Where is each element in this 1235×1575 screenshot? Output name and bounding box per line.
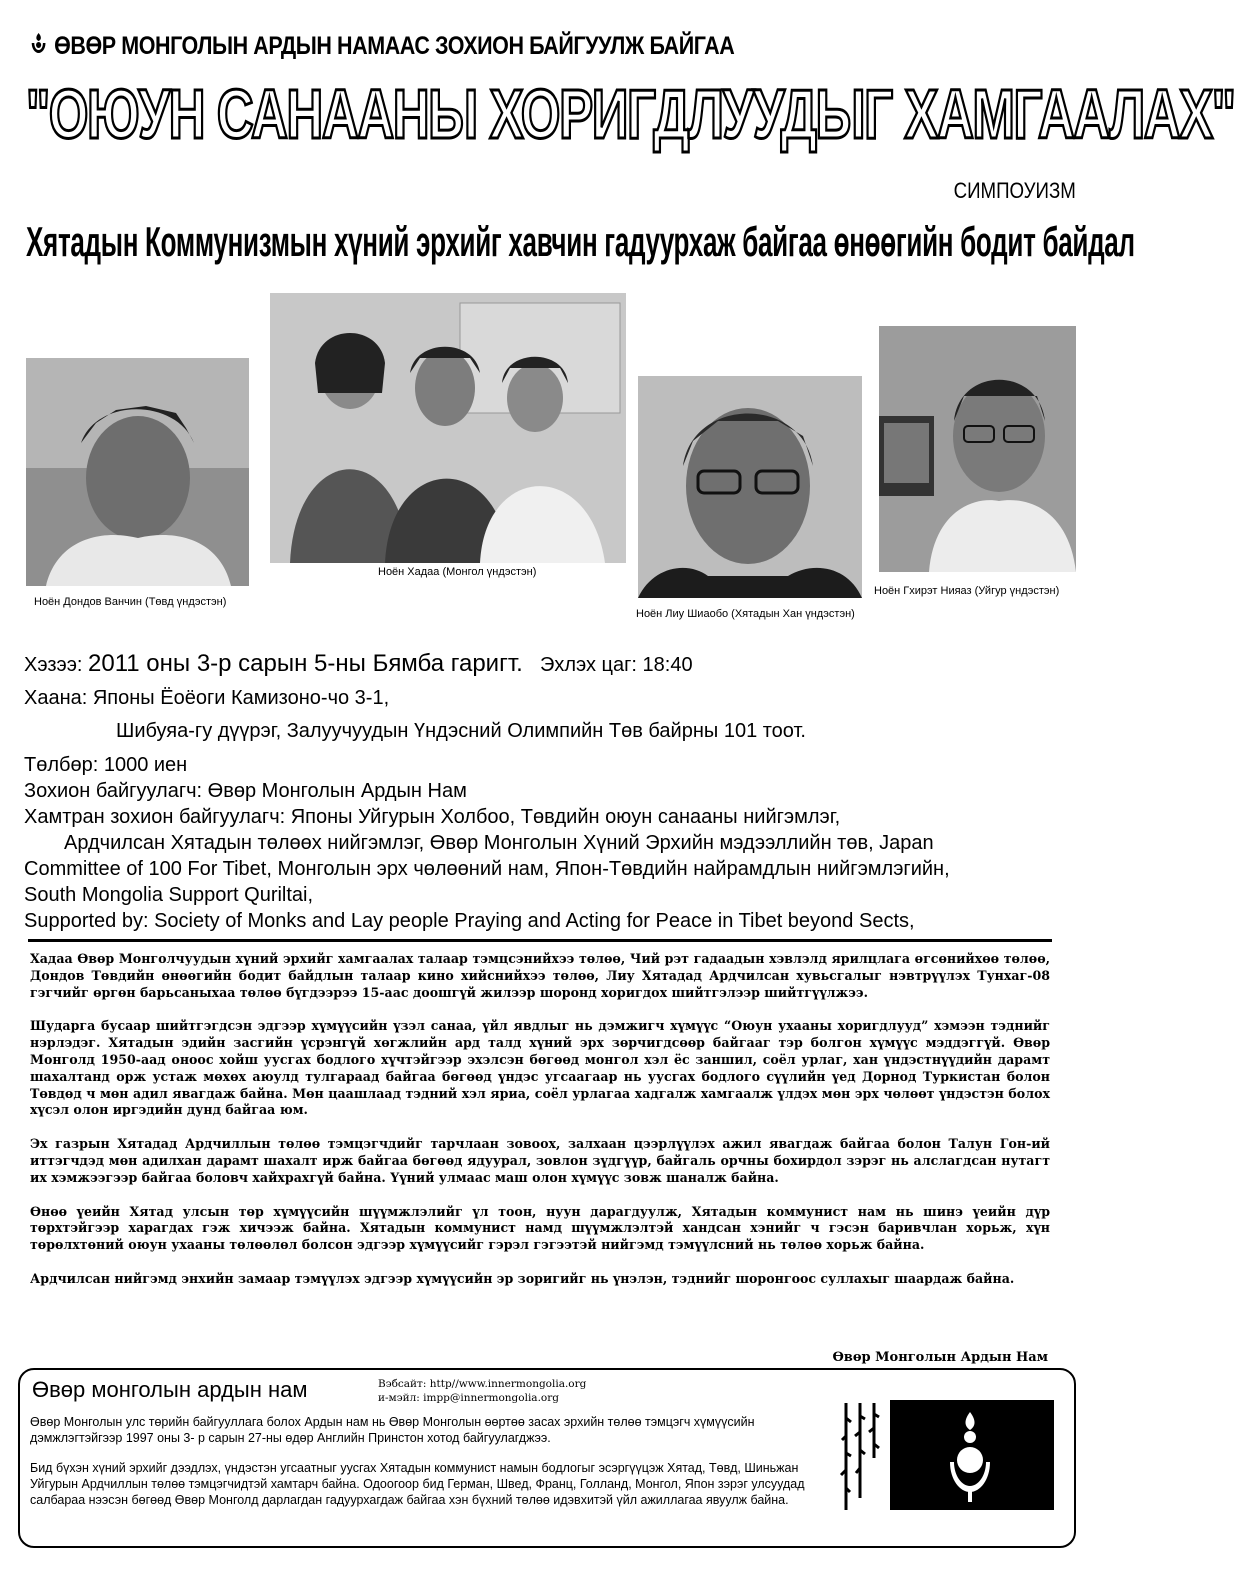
event-where-2: Шибуяа-гу дүүрэг, Залуучуудын Үндэсний Олимпийн Төв байрны 101 тоот. — [116, 720, 806, 742]
when-value: 2011 оны 3-р сарын 5-ны Бямба гаригт. — [88, 650, 523, 677]
footer-org-name: Өвөр монголын ардын нам — [32, 1377, 308, 1402]
when-label: Хэзээ: — [24, 654, 83, 676]
mongolian-script-icon — [836, 1398, 886, 1518]
event-supported-by: Supported by: Society of Monks and Lay people Praying and Acting for Peace in Tibet beyond Sects, — [24, 910, 915, 932]
organizer-header — [30, 32, 734, 61]
start-time: 18:40 — [642, 654, 693, 676]
footer-email: и-мэйл: impp@innermongolia.org — [378, 1392, 559, 1404]
event-type: СИМПОУИЗМ — [953, 178, 1076, 203]
event-fee: Төлбөр: 1000 иен — [24, 754, 188, 776]
photo-hadaa — [270, 293, 626, 563]
start-label: Эхлэх цаг: — [539, 654, 637, 676]
paragraph-4: Өнөө үеийн Хятад улсын төр хүмүүсийн шүүмжлэлийг үл тоон, нуун дарагдуулж, Хятадын коммунист нам нь шинэ үеийн дүр төрхтэйгээр харагдах гэж хичээж байна. Хятадын коммунист намд шүүмжлэлтэй хандсан хэнийг ч гэсэн баривчлан хорьж, хүн төрөлхтөний оюун ухааны төлөөлөл болсон эдгээр хүмүүсийг гэрэл гэгээтэй нийгэмд тэмүүлсний нь төлөө хорьж байна. — [30, 1203, 1050, 1253]
photo-liu-xiaobo — [638, 376, 862, 598]
event-co-organizers-3: Committee of 100 For Tibet, Монголын эрх чөлөөний нам, Япон-Төвдийн найрамдлын нийгэмлэгийн, — [24, 858, 950, 880]
footer-mission: Бид бүхэн хүний эрхийг дээдлэх, үндэстэн угсаатныг уусгах Хятадын коммунист намын бодлогыг эсэргүүцэж Хятад, Төвд, Шиньжан Уйгурын Ардчиллын төлөө тэмцэгчидтэй хамтарч байна. Одоогоор бид Герман, Швед, Франц, Голланд, Монгол, Япон зэрэг улсуудад салбараа нээсэн бөгөөд Өвөр Монголд дарлагдан гадуурхагдаж байгаа хэн бүхний төлөө идэвхитэй үйл ажиллагаа явуулж байна. — [30, 1461, 805, 1507]
event-where-1: Хаана: Японы Ёоёоги Камизоно-чо 3-1, — [24, 687, 390, 709]
paragraph-1: Хадаа Өвөр Монголчуудын хүний эрхийг хамгаалах талаар тэмцсэнийхээ төлөө, Чий рэт гадаадын хэвлэлд ярилцлага өгсөнийхөө төлөө, Дондов Төвдийн өнөөгийн бодит байдлын талаар кино хийснийхээ төлөө, Лиу Хятадад Ардчилсан хувьсгалыг нэвтрүүлэх Тунхаг-08 гэгчийг өргөн барьсаныхаа төлөө бүгдээрээ 15-аас доошгүй жилээр шоронд хоригдох шийтгэлээр шийтгүүлжээ. — [30, 951, 1050, 1000]
photo-caption-dondov: Ноён Дондов Ванчин (Төвд үндэстэн) — [34, 596, 227, 608]
event-co-organizers-2: Ардчилсан Хятадын төлөөх нийгэмлэг, Өвөр Монголын Хүний Эрхийн мэдээллийн төв, Japan — [64, 832, 934, 854]
paragraph-2: Шударга бусаар шийтгэгдсэн эдгээр хүмүүсийн үзэл санаа, үйл явдлыг нь дэмжигч хүмүүс “Оюун ухааны хоригдлууд” хэмээн тэднийг нэрлэдэг. Хятадын эдийн засгийн үсрэнгүй хөгжлийн ард талд хүний эрх зөрчигдсөөр байгааг тэр болгон хүмүүс мэддэггүй. Өвөр Монголд 1950-аад оноос хойш уусгах бодлого хүчтэйгээр эхэлсэн бөгөөд монгол хэл ёс заншил, соёл урлаг, хан үндэстнүүдийн дарамт шахалтанд орж устаж мөхөх аюулд тулгараад байгаа бөгөөд үндэс угсаагаар нь уусгах бодлого сүүлийн үед Дорнод Туркистан болон Төвдөд ч мөн адил явагдаж байна. Мөн цаашлаад тэдний хэл яриа, соёл урлагаа хадгалж хамгаалж үлдэх мөн эрх чөлөөт үндэстэн болох хүсэл олон иргэдийн дунд байгаа юм. — [30, 1018, 1050, 1118]
statement-body — [30, 951, 1050, 1305]
event-organizer: Зохион байгуулагч: Өвөр Монголын Ардын Нам — [24, 780, 467, 802]
inner-mongolia-flag — [890, 1400, 1054, 1510]
photo-ghiret-niyaz — [879, 326, 1076, 572]
photo-caption-liu: Ноён Лиу Шиаобо (Хятадын Хан үндэстэн) — [636, 608, 855, 620]
event-co-organizers-1: Хамтран зохион байгуулагч: Японы Уйгурын Холбоо, Төвдийн оюун санааны нийгэмлэг, — [24, 806, 841, 828]
event-when — [24, 650, 693, 678]
party-emblem-icon — [30, 32, 47, 61]
footer-website: Вэбсайт: http//www.innermongolia.org — [378, 1378, 587, 1390]
divider — [28, 939, 1052, 942]
photo-caption-hadaa: Ноён Хадаа (Монгол үндэстэн) — [378, 566, 537, 578]
paragraph-5: Ардчилсан нийгэмд энхийн замаар тэмүүлэх эдгээр хүмүүсийн эр зоригийг нь үнэлэн, тэднийг шоронгоос суллахыг шаардаж байна. — [30, 1270, 1015, 1286]
photo-caption-niyaz: Ноён Гхирэт Нияаз (Уйгур үндэстэн) — [874, 585, 1060, 597]
signature: Өвөр Монголын Ардын Нам — [832, 1350, 1048, 1365]
subtitle: Хятадын Коммунизмын хүний эрхийг хавчин гадуурхаж байгаа өнөөгийн бодит байдал — [26, 218, 1135, 265]
main-title: "ОЮУН САНААНЫ ХОРИГДЛУУДЫГ ХАМГААЛАХ" — [26, 75, 1235, 153]
event-co-organizers-4: South Mongolia Support Quriltai, — [24, 884, 314, 906]
paragraph-3: Эх газрын Хятадад Ардчиллын төлөө тэмцэгчдийг тарчлаан зовоох, залхаан цээрлүүлэх ажил явагдаж байгаа болон Талун Гон-ий иттэгчдэд мөн адилхан дарамт шахалт ирж байгаа бөгөөд ядуурал, зовлон зүдгүүр, байгаль орчны бохирдол зэрэг нь алслагдсан нутагт их хэмжээгээр байгаа боловч хайхрахгүй байна. Үүний улмаас маш олон хүмүүс зовж шаналж байна. — [30, 1136, 1050, 1185]
footer-about: Өвөр Монголын улс төрийн байгууллага болох Ардын нам нь Өвөр Монголын өөртөө засах эрхийн төлөө тэмцэгч хүмүүсийн дэмжлэгтэйгээр 1997 оны 3- р сарын 27-ны өдөр Английн Принстон хотод байгуулагджээ. — [30, 1415, 755, 1445]
photo-dondov — [26, 358, 249, 586]
org-header-text: ӨВӨР МОНГОЛЫН АРДЫН НАМААС ЗОХИОН БАЙГУУЛЖ БАЙГАА — [54, 32, 735, 60]
